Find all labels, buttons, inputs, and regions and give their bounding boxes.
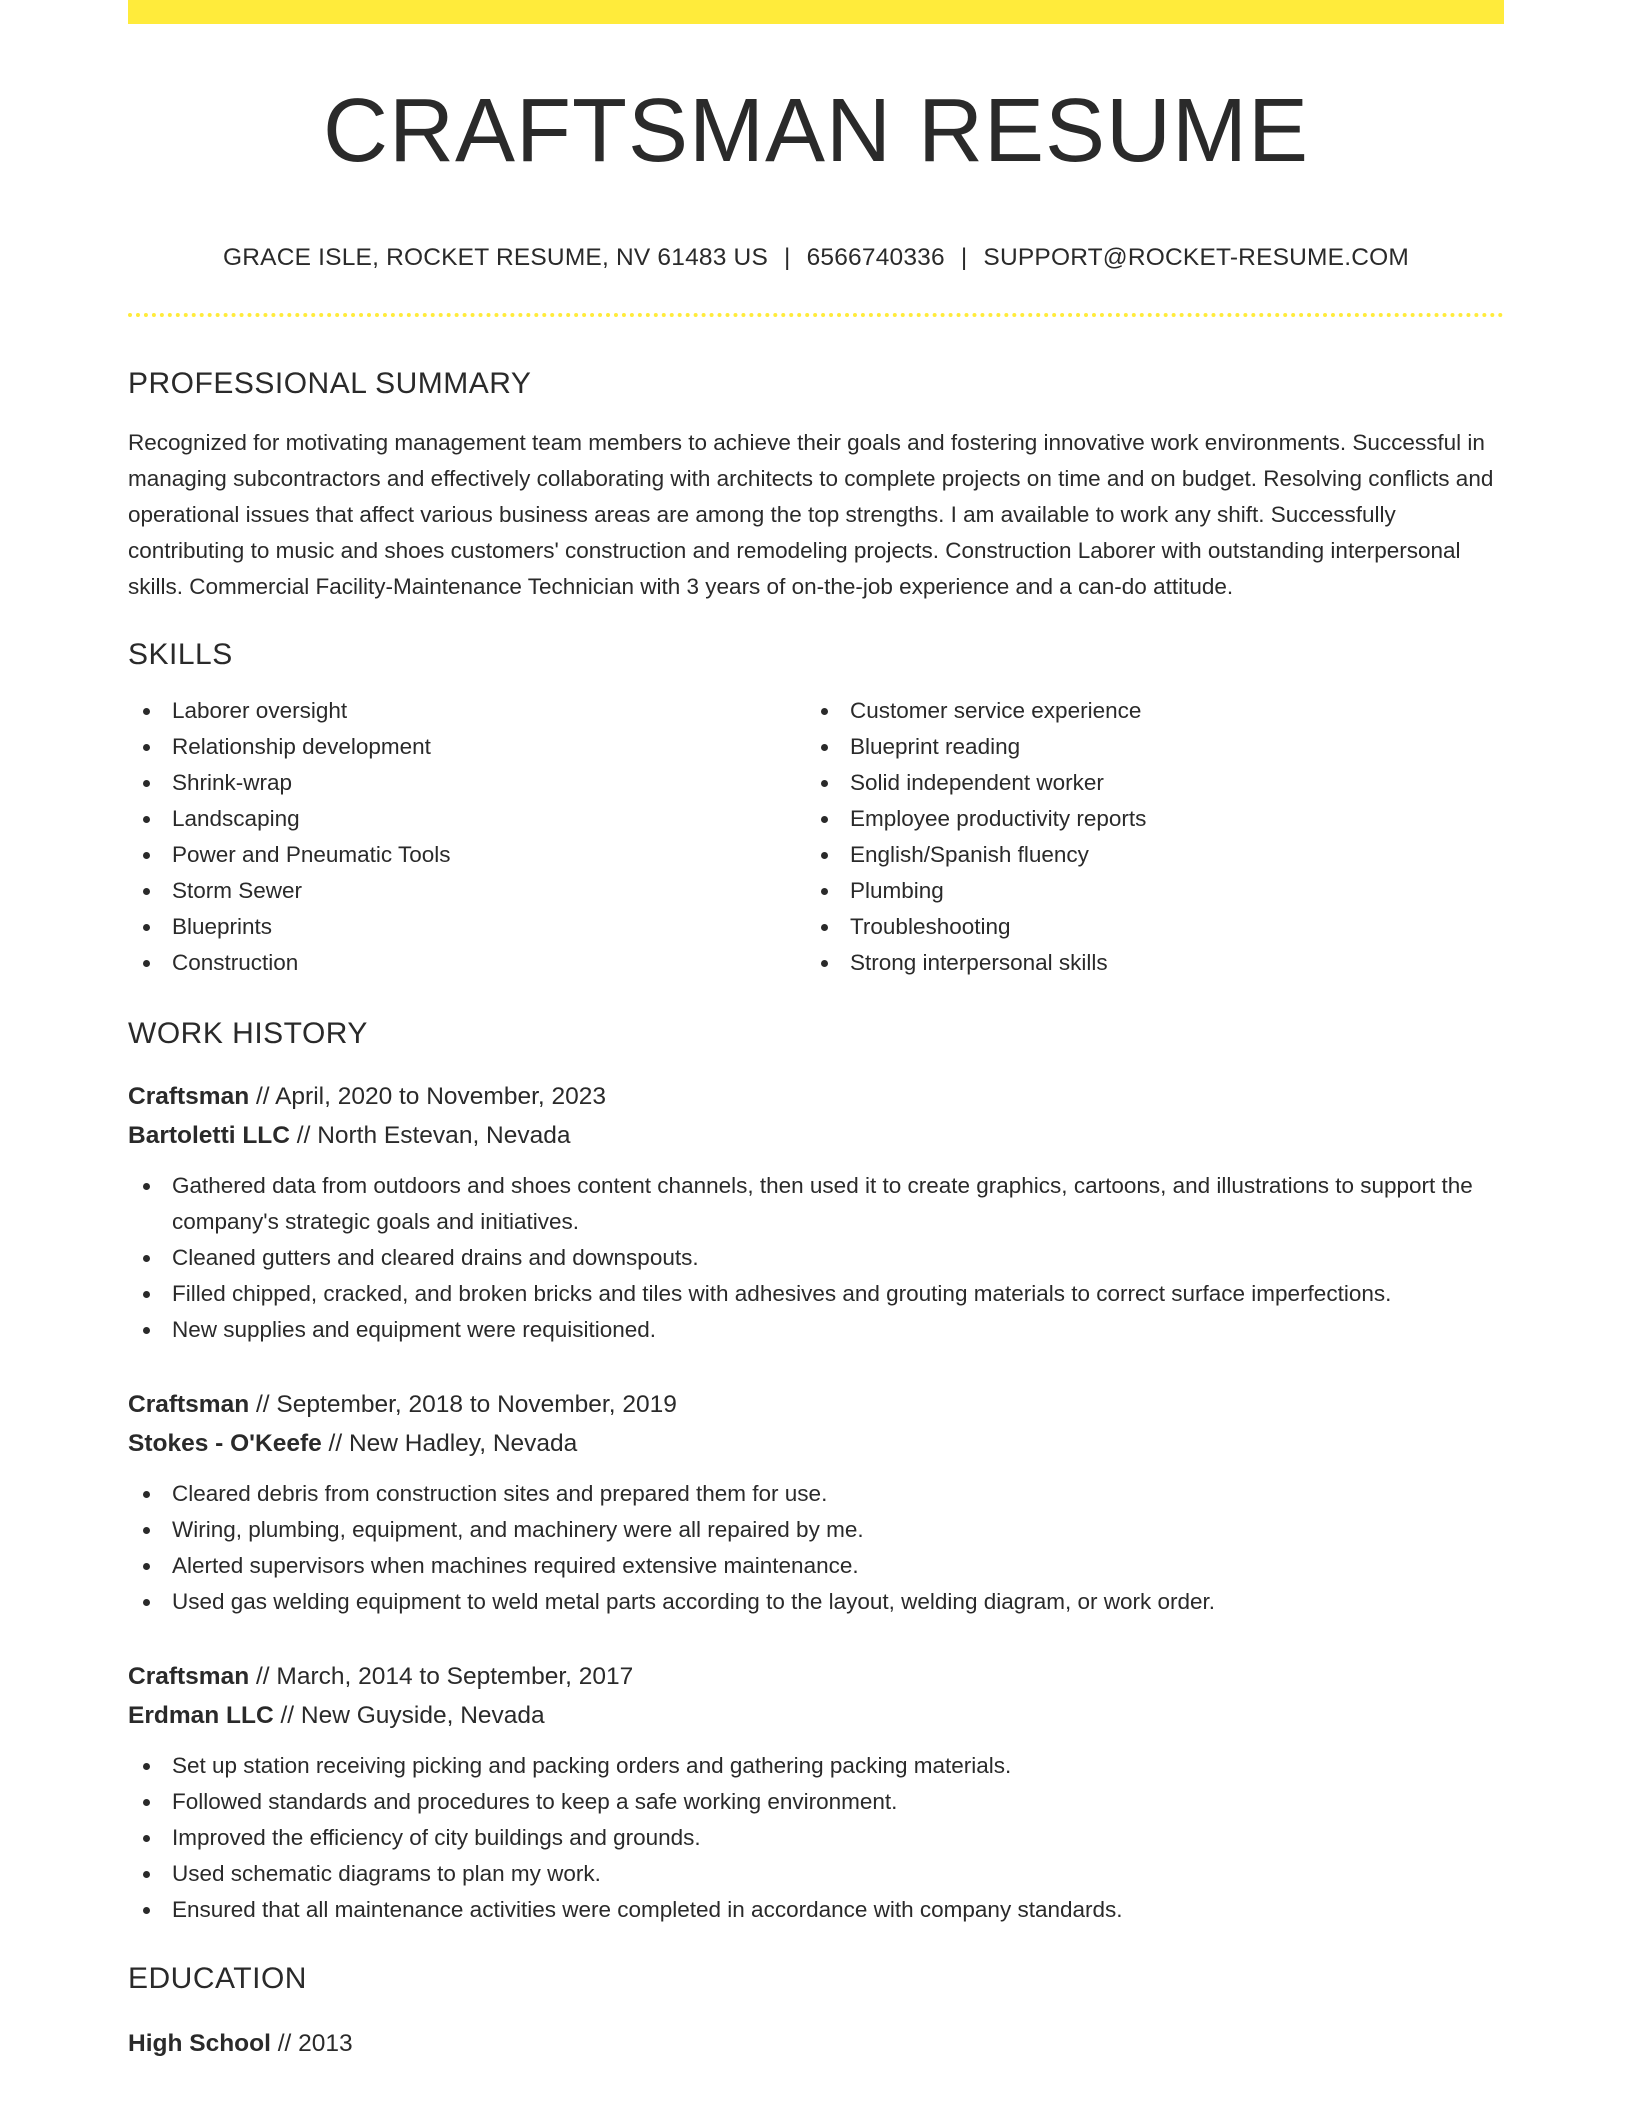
contact-email: SUPPORT@ROCKET-RESUME.COM [983,244,1409,271]
job-duty-item: Used gas welding equipment to weld metal parts according to the layout, welding diagram, or work order. [128,1584,1504,1620]
job-title-line [128,1077,1504,1116]
job-duties-list [128,1748,1504,1928]
skills-heading: SKILLS [128,637,233,671]
job-duty-item: Improved the efficiency of city buildings and grounds. [128,1820,1504,1856]
education-list [128,2024,1504,2063]
job-duty-item: Set up station receiving picking and packing orders and gathering packing materials. [128,1748,1504,1784]
skill-item: Power and Pneumatic Tools [128,837,806,873]
job-duties-list [128,1476,1504,1620]
skills-column-left [128,693,806,981]
skill-item: Laborer oversight [128,693,806,729]
skill-item: Strong interpersonal skills [806,945,1484,981]
job-duty-item: Ensured that all maintenance activities were completed in accordance with company standards. [128,1892,1504,1928]
skill-item: Relationship development [128,729,806,765]
education-year: // 2013 [270,2029,353,2057]
job-title-line [128,1657,1504,1696]
skill-item: Construction [128,945,806,981]
skill-item: Employee productivity reports [806,801,1484,837]
job-company: Erdman LLC [128,1701,274,1729]
contact-separator: | [960,244,968,271]
job-company-line [128,1696,1504,1735]
accent-top-bar [128,0,1504,24]
job-dates: // September, 2018 to November, 2019 [249,1390,677,1418]
job-duty-item: Gathered data from outdoors and shoes content channels, then used it to create graphics, cartoons, and illustrations to support the company's strategic goals and initiatives. [128,1168,1504,1240]
resume-title: CRAFTSMAN RESUME [322,81,1310,181]
job-duty-item: Cleaned gutters and cleared drains and downspouts. [128,1240,1504,1276]
skill-item: Shrink-wrap [128,765,806,801]
job-title-line [128,1385,1504,1424]
education-school: High School [128,2029,271,2057]
skill-item: Blueprints [128,909,806,945]
work-history-heading: WORK HISTORY [128,1016,368,1050]
skill-item: English/Spanish fluency [806,837,1484,873]
job-company: Bartoletti LLC [128,1121,290,1149]
job-company-line [128,1424,1504,1463]
skills-grid [128,693,1504,981]
summary-heading: PROFESSIONAL SUMMARY [128,366,532,400]
skill-item: Storm Sewer [128,873,806,909]
skill-item: Plumbing [806,873,1484,909]
job-location: // New Guyside, Nevada [273,1701,545,1729]
job-company-line [128,1116,1504,1155]
job-duty-item: Cleared debris from construction sites and prepared them for use. [128,1476,1504,1512]
job-duty-item: New supplies and equipment were requisitioned. [128,1312,1504,1348]
job-location: // North Estevan, Nevada [289,1121,571,1149]
job-duty-item: Alerted supervisors when machines required extensive maintenance. [128,1548,1504,1584]
job-entry [128,1385,1504,1620]
skill-item: Blueprint reading [806,729,1484,765]
job-role: Craftsman [128,1390,250,1418]
job-duty-item: Wiring, plumbing, equipment, and machinery were all repaired by me. [128,1512,1504,1548]
dotted-divider [128,313,1504,317]
job-role: Craftsman [128,1662,250,1690]
contact-line [128,246,1504,271]
job-dates: // March, 2014 to September, 2017 [249,1662,634,1690]
education-heading: EDUCATION [128,1961,307,1995]
job-company: Stokes - O'Keefe [128,1429,322,1457]
job-entry [128,1077,1504,1348]
job-dates: // April, 2020 to November, 2023 [249,1082,607,1110]
skills-column-right [806,693,1484,981]
summary-text: Recognized for motivating management team members to achieve their goals and fostering innovative work environments. Successful in managing subcontractors and effectively collaborating with architects to complete projects on time and on budget. Resolving conflicts and operational issues that affect various business areas are among the top strengths. I am available to work any shift. Successfully contributing to music and shoes customers' construction and remodeling projects. Construction Laborer with outstanding interpersonal skills. Commercial Facility-Maintenance Technician with 3 years of on-the-job experience and a can-do attitude. [128,429,1494,599]
job-duty-item: Filled chipped, cracked, and broken bricks and tiles with adhesives and grouting materials to correct surface imperfections. [128,1276,1504,1312]
contact-address: GRACE ISLE, ROCKET RESUME, NV 61483 US [223,244,768,271]
job-entry [128,1657,1504,1928]
resume-page [128,0,1504,2063]
work-history-list [128,1077,1504,1928]
job-duty-item: Followed standards and procedures to keep a safe working environment. [128,1784,1504,1820]
job-role: Craftsman [128,1082,250,1110]
skill-item: Customer service experience [806,693,1484,729]
education-entry [128,2024,1504,2063]
skill-item: Solid independent worker [806,765,1484,801]
contact-phone: 6566740336 [806,244,945,271]
skill-item: Landscaping [128,801,806,837]
skill-item: Troubleshooting [806,909,1484,945]
contact-separator: | [784,244,791,271]
job-duties-list [128,1168,1504,1348]
job-location: // New Hadley, Nevada [321,1429,578,1457]
job-duty-item: Used schematic diagrams to plan my work. [128,1856,1504,1892]
